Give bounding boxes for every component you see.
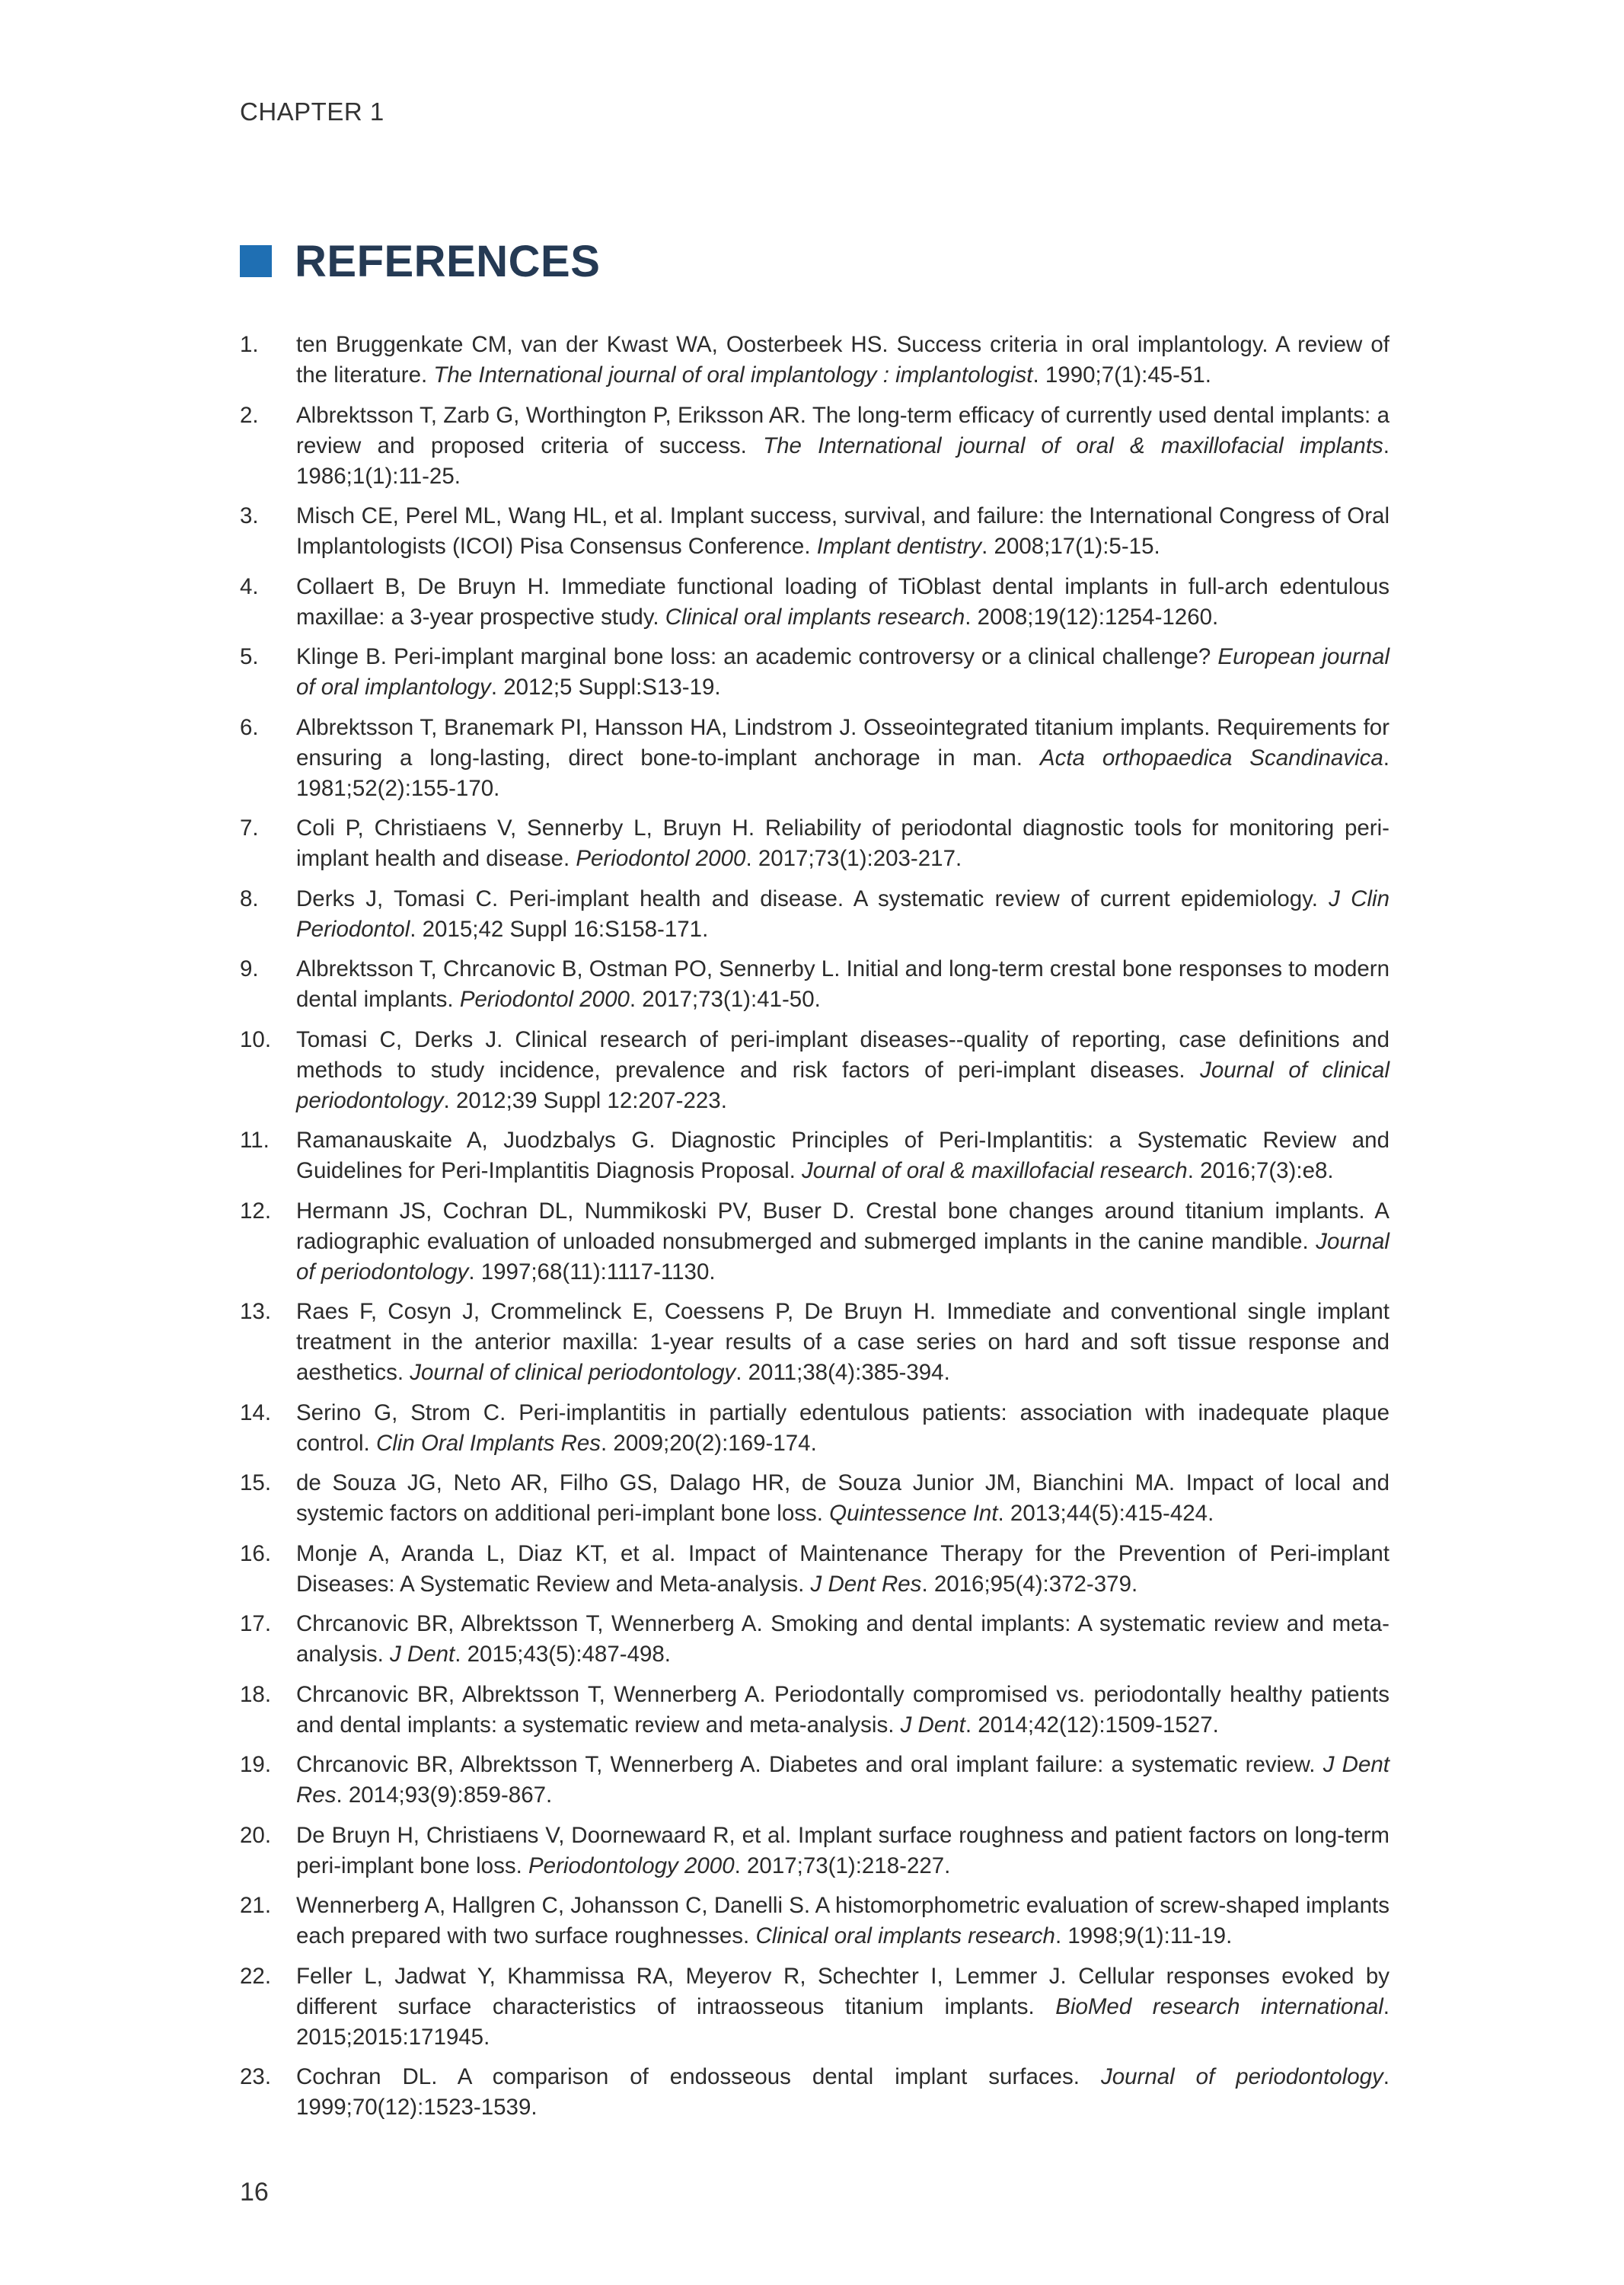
- reference-text: [296, 813, 1389, 874]
- reference-number: 12.: [240, 1198, 272, 1224]
- reference-number: 14.: [240, 1399, 272, 1425]
- reference-authors-title: ten Bruggenkate CM, van der Kwast WA, Oosterbeek HS. Success criteria in oral implantology. A review of the literature.: [296, 332, 1389, 388]
- reference-item: [240, 1821, 1389, 1881]
- reference-citation: . 1986;1(1):11-25.: [296, 432, 1389, 489]
- reference-journal: Quintessence Int: [829, 1501, 998, 1526]
- reference-number: 15.: [240, 1470, 272, 1495]
- reference-text: [296, 330, 1389, 391]
- reference-number: 21.: [240, 1893, 272, 1918]
- reference-number: 18.: [240, 1681, 272, 1707]
- reference-journal: J Dent Res: [810, 1571, 922, 1597]
- running-head: CHAPTER 1: [240, 97, 384, 126]
- reference-authors-title: Chrcanovic BR, Albrektsson T, Wennerberg A. Periodontally compromised vs. periodontally healthy patients and dental implants: a systematic review and meta-analysis.: [296, 1681, 1389, 1738]
- reference-item: [240, 884, 1389, 945]
- reference-citation: . 2013;44(5):415-424.: [997, 1501, 1214, 1526]
- reference-journal: J Dent: [900, 1712, 965, 1738]
- reference-item: [240, 1891, 1389, 1952]
- reference-text: [296, 1025, 1389, 1116]
- reference-journal: Clinical oral implants research: [755, 1923, 1055, 1948]
- reference-number: 17.: [240, 1611, 272, 1636]
- reference-item: [240, 1196, 1389, 1288]
- reference-authors-title: Albrektsson T, Branemark PI, Hansson HA, Lindstrom J. Osseointegrated titanium implants. Requirements for ensuring a long-lasting, direct bone-to-implant anchorage in man.: [296, 714, 1389, 771]
- reference-item: [240, 1398, 1389, 1459]
- reference-text: [296, 572, 1389, 633]
- reference-authors-title: Tomasi C, Derks J. Clinical research of peri-implant diseases--quality of reporting, case definitions and methods to study incidence, prevalence and risk factors of peri-implant diseases.: [296, 1026, 1389, 1083]
- reference-journal: Periodontology 2000: [528, 1853, 735, 1878]
- reference-text: [296, 1891, 1389, 1952]
- reference-journal: Clin Oral Implants Res: [375, 1430, 601, 1456]
- reference-journal: J Dent: [389, 1642, 455, 1667]
- reference-item: [240, 1750, 1389, 1811]
- reference-item: [240, 813, 1389, 874]
- reference-item: [240, 1539, 1389, 1600]
- reference-journal: The International journal of oral & maxillofacial implants: [763, 432, 1383, 458]
- reference-authors-title: Ramanauskaite A, Juodzbalys G. Diagnostic Principles of Peri-Implantitis: a Systematic Review and Guidelines for Peri-Implantitis Diagnosis Proposal.: [296, 1128, 1389, 1183]
- reference-citation: . 2009;20(2):169-174.: [601, 1430, 817, 1456]
- reference-number: 22.: [240, 1963, 272, 1989]
- reference-authors-title: Coli P, Christiaens V, Sennerby L, Bruyn H. Reliability of periodontal diagnostic tools for monitoring peri-implant health and disease.: [296, 815, 1389, 871]
- reference-text: [296, 1539, 1389, 1600]
- reference-journal: Journal of periodontology: [296, 1228, 1389, 1285]
- reference-text: [296, 1750, 1389, 1811]
- reference-text: [296, 884, 1389, 945]
- reference-number: 3.: [240, 503, 259, 528]
- reference-item: [240, 501, 1389, 562]
- reference-citation: . 2017;73(1):218-227.: [734, 1853, 951, 1878]
- reference-citation: . 2015;2015:171945.: [296, 1993, 1389, 2050]
- reference-citation: . 1998;9(1):11-19.: [1054, 1923, 1233, 1948]
- reference-item: [240, 954, 1389, 1015]
- reference-authors-title: Hermann JS, Cochran DL, Nummikoski PV, Buser D. Crestal bone changes around titanium implants. A radiographic evaluation of unloaded nonsubmerged and submerged implants in the canine mandible.: [296, 1198, 1389, 1254]
- reference-text: [296, 1609, 1389, 1670]
- reference-number: 13.: [240, 1299, 272, 1324]
- reference-number: 2.: [240, 402, 259, 428]
- reference-text: [296, 401, 1389, 492]
- reference-journal: The International journal of oral implantology : implantologist: [433, 362, 1033, 388]
- reference-item: [240, 1025, 1389, 1116]
- reference-item: [240, 1468, 1389, 1529]
- section-marker-square: [240, 245, 272, 277]
- reference-authors-title: de Souza JG, Neto AR, Filho GS, Dalago HR, de Souza Junior JM, Bianchini MA. Impact of local and systemic factors on additional peri-implant bone loss.: [296, 1470, 1389, 1526]
- reference-journal: Journal of clinical periodontology: [296, 1057, 1389, 1113]
- reference-text: [296, 501, 1389, 562]
- reference-number: 1.: [240, 332, 259, 357]
- reference-journal: J Clin Periodontol: [296, 886, 1389, 942]
- reference-text: [296, 1821, 1389, 1881]
- reference-citation: . 1997;68(11):1117-1130.: [468, 1259, 716, 1285]
- reference-text: [296, 1961, 1389, 2053]
- reference-citation: . 2012;5 Suppl:S13-19.: [490, 675, 721, 700]
- reference-journal: Periodontol 2000: [459, 987, 630, 1012]
- reference-text: [296, 1125, 1389, 1186]
- reference-authors-title: Wennerberg A, Hallgren C, Johansson C, Danelli S. A histomorphometric evaluation of screw-shaped implants each prepared with two surface roughnesses.: [296, 1893, 1389, 1948]
- reference-text: [296, 1297, 1389, 1388]
- reference-number: 11.: [240, 1128, 270, 1153]
- reference-number: 19.: [240, 1752, 272, 1777]
- reference-text: [296, 642, 1389, 703]
- reference-authors-title: Misch CE, Perel ML, Wang HL, et al. Implant success, survival, and failure: the International Congress of Oral Implantologists (ICOI) Pisa Consensus Conference.: [296, 503, 1389, 559]
- reference-authors-title: Klinge B. Peri-implant marginal bone loss: an academic controversy or a clinical challenge?: [296, 644, 1218, 669]
- reference-citation: . 2011;38(4):385-394.: [735, 1360, 950, 1385]
- reference-authors-title: Raes F, Cosyn J, Crommelinck E, Coessens P, De Bruyn H. Immediate and conventional single implant treatment in the anterior maxilla: 1-year results of a case series on hard and soft tissue response and aesthetics.: [296, 1299, 1389, 1385]
- reference-authors-title: Albrektsson T, Chrcanovic B, Ostman PO, Sennerby L. Initial and long-term crestal bone responses to modern dental implants.: [296, 956, 1389, 1012]
- reference-citation: . 2016;95(4):372-379.: [921, 1571, 1138, 1597]
- reference-item: [240, 572, 1389, 633]
- reference-authors-title: Feller L, Jadwat Y, Khammissa RA, Meyerov R, Schechter I, Lemmer J. Cellular responses evoked by different surface characteristics of intraosseous titanium implants.: [296, 1963, 1389, 2019]
- reference-authors-title: Albrektsson T, Zarb G, Worthington P, Eriksson AR. The long-term efficacy of currently used dental implants: a review and proposed criteria of success.: [296, 402, 1389, 458]
- reference-number: 10.: [240, 1026, 272, 1052]
- reference-citation: . 2008;19(12):1254-1260.: [965, 604, 1219, 630]
- reference-journal: European journal of oral implantology: [296, 644, 1390, 700]
- reference-citation: . 2014;42(12):1509-1527.: [965, 1712, 1219, 1738]
- reference-item: [240, 713, 1389, 804]
- reference-item: [240, 642, 1389, 703]
- reference-citation: . 2008;17(1):5-15.: [981, 534, 1160, 559]
- reference-number: 4.: [240, 573, 259, 599]
- reference-citation: . 1981;52(2):155-170.: [296, 745, 1389, 801]
- reference-authors-title: Cochran DL. A comparison of endosseous dental implant surfaces.: [296, 2064, 1101, 2089]
- reference-item: [240, 330, 1389, 391]
- section-title: REFERENCES: [295, 236, 601, 286]
- reference-journal: Journal of periodontology: [1100, 2064, 1383, 2089]
- reference-number: 23.: [240, 2064, 272, 2089]
- reference-text: [296, 1398, 1389, 1459]
- reference-item: [240, 1609, 1389, 1670]
- reference-citation: . 2017;73(1):41-50.: [629, 987, 821, 1012]
- section-heading: [240, 235, 600, 288]
- reference-authors-title: Chrcanovic BR, Albrektsson T, Wennerberg A. Smoking and dental implants: A systematic review and meta-analysis.: [296, 1611, 1389, 1667]
- reference-authors-title: Chrcanovic BR, Albrektsson T, Wennerberg A. Diabetes and oral implant failure: a systematic review.: [296, 1752, 1323, 1777]
- reference-citation: . 2016;7(3):e8.: [1187, 1158, 1334, 1183]
- reference-citation: . 1990;7(1):45-51.: [1032, 362, 1212, 388]
- reference-item: [240, 2062, 1389, 2123]
- reference-citation: . 2015;43(5):487-498.: [455, 1642, 671, 1667]
- reference-authors-title: De Bruyn H, Christiaens V, Doornewaard R, et al. Implant surface roughness and patient factors on long-term peri-implant bone loss.: [296, 1822, 1389, 1878]
- reference-journal: Clinical oral implants research: [665, 604, 965, 630]
- reference-authors-title: Serino G, Strom C. Peri-implantitis in partially edentulous patients: association with inadequate plaque control.: [296, 1399, 1389, 1456]
- reference-text: [296, 1468, 1389, 1529]
- reference-item: [240, 1961, 1389, 2053]
- reference-journal: BioMed research international: [1055, 1993, 1383, 2019]
- reference-item: [240, 1680, 1389, 1741]
- reference-text: [296, 1196, 1389, 1288]
- reference-number: 7.: [240, 815, 259, 841]
- reference-number: 9.: [240, 956, 259, 981]
- reference-journal: Periodontol 2000: [576, 846, 746, 871]
- reference-journal: Acta orthopaedica Scandinavica: [1039, 745, 1383, 771]
- reference-text: [296, 1680, 1389, 1741]
- reference-number: 16.: [240, 1540, 272, 1566]
- reference-journal: J Dent Res: [296, 1752, 1389, 1808]
- reference-item: [240, 1297, 1389, 1388]
- page-number: 16: [240, 2178, 269, 2207]
- reference-citation: . 2017;73(1):203-217.: [745, 846, 962, 871]
- reference-journal: Journal of oral & maxillofacial research: [802, 1158, 1188, 1183]
- reference-number: 20.: [240, 1822, 272, 1848]
- reference-authors-title: Collaert B, De Bruyn H. Immediate functional loading of TiOblast dental implants in full-arch edentulous maxillae: a 3-year prospective study.: [296, 573, 1389, 630]
- reference-authors-title: Derks J, Tomasi C. Peri-implant health and disease. A systematic review of current epidemiology.: [296, 886, 1329, 911]
- reference-item: [240, 1125, 1389, 1186]
- reference-number: 6.: [240, 714, 259, 740]
- reference-item: [240, 401, 1389, 492]
- reference-authors-title: Monje A, Aranda L, Diaz KT, et al. Impact of Maintenance Therapy for the Prevention of Peri-implant Diseases: A Systematic Review and Meta-analysis.: [296, 1540, 1389, 1597]
- reference-list: [240, 330, 1389, 2133]
- reference-text: [296, 2062, 1389, 2123]
- reference-text: [296, 954, 1389, 1015]
- reference-citation: . 2014;93(9):859-867.: [336, 1782, 553, 1808]
- reference-citation: . 1999;70(12):1523-1539.: [296, 2064, 1389, 2120]
- reference-journal: Implant dentistry: [816, 534, 982, 559]
- reference-number: 5.: [240, 644, 259, 669]
- reference-number: 8.: [240, 886, 259, 911]
- reference-text: [296, 713, 1389, 804]
- reference-citation: . 2012;39 Suppl 12:207-223.: [443, 1087, 727, 1113]
- reference-journal: Journal of clinical periodontology: [410, 1360, 736, 1385]
- reference-citation: . 2015;42 Suppl 16:S158-171.: [410, 916, 709, 942]
